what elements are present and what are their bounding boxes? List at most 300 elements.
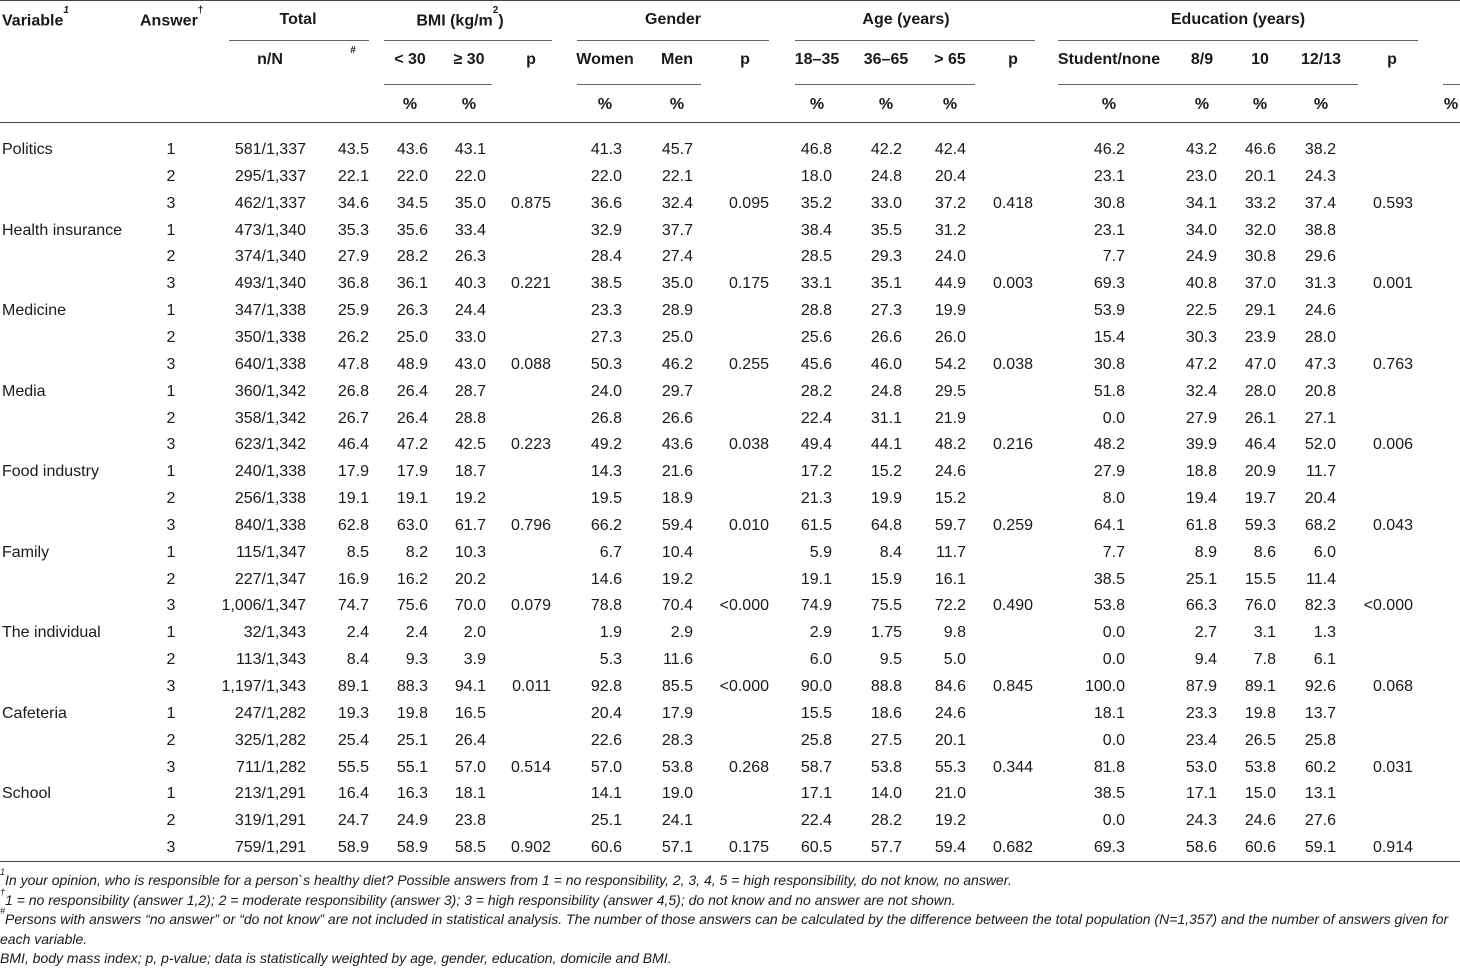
- cell-men: 24.1: [661, 812, 693, 830]
- cell-p-edu: 0.001: [1372, 275, 1413, 293]
- cell-age2: 53.8: [870, 758, 902, 776]
- cell-women: 22.6: [590, 731, 622, 749]
- cell-men: 59.4: [661, 516, 693, 534]
- cell-answer: 1: [166, 141, 176, 158]
- cell-answer: 2: [166, 409, 176, 427]
- cell-edu1: 53.9: [1093, 302, 1125, 320]
- cell-age2: 28.2: [870, 812, 902, 830]
- cell-women: 78.8: [590, 597, 622, 615]
- table-row: [0, 545, 1460, 572]
- cell-men: 27.4: [661, 248, 693, 266]
- cell-variable: Food industry: [2, 463, 99, 481]
- cell-p-bmi: 0.088: [510, 355, 551, 373]
- cell-edu1: 30.8: [1093, 194, 1125, 212]
- cell-age1: 33.1: [800, 275, 832, 293]
- cell-total: 62.8: [337, 516, 369, 534]
- cell-bmi-lt30: 48.9: [396, 355, 428, 373]
- cell-age3: 20.1: [934, 731, 966, 749]
- cell-bmi-ge30: 10.3: [454, 543, 486, 561]
- cell-age2: 31.1: [870, 409, 902, 427]
- cell-edu3: 47.0: [1244, 355, 1276, 373]
- cell-age2: 35.1: [870, 275, 902, 293]
- cell-women: 66.2: [590, 516, 622, 534]
- table-row: [0, 652, 1460, 679]
- subheader-p-bmi: p: [526, 51, 536, 68]
- subheader-men: Men: [661, 51, 693, 68]
- last-pct-rule: [1443, 84, 1460, 85]
- cell-bmi-ge30: 33.0: [454, 328, 486, 346]
- cell-bmi-ge30: 26.3: [454, 248, 486, 266]
- cell-age3: 15.2: [934, 490, 966, 508]
- cell-women: 26.8: [590, 409, 622, 427]
- cell-age1: 2.9: [809, 624, 832, 642]
- cell-age3: 24.6: [934, 704, 966, 722]
- cell-edu1: 53.8: [1093, 597, 1125, 615]
- cell-bmi-lt30: 47.2: [396, 436, 428, 454]
- cell-women: 32.9: [590, 221, 622, 239]
- cell-age3: 9.8: [943, 624, 966, 642]
- cell-edu3: 33.2: [1244, 194, 1276, 212]
- cell-edu4: 11.4: [1306, 570, 1336, 588]
- cell-edu4: 6.1: [1313, 651, 1336, 669]
- cell-age2: 46.0: [870, 355, 902, 373]
- cell-answer: 3: [166, 436, 176, 454]
- cell-bmi-ge30: 33.4: [454, 221, 486, 239]
- cell-men: 19.0: [661, 785, 693, 803]
- cell-age1: 38.4: [800, 221, 832, 239]
- cell-age2: 64.8: [870, 516, 902, 534]
- cell-age3: 19.2: [934, 812, 966, 830]
- cell-age3: 59.4: [934, 839, 966, 857]
- cell-bmi-ge30: 35.0: [454, 194, 486, 212]
- cell-edu2: 23.3: [1185, 704, 1217, 722]
- subheader-hash: #: [350, 45, 356, 56]
- cell-bmi-lt30: 2.4: [405, 624, 428, 642]
- cell-bmi-lt30: 58.9: [396, 839, 428, 857]
- cell-age2: 15.9: [870, 570, 902, 588]
- cell-edu2: 34.0: [1185, 221, 1217, 239]
- subheader-edu2: 8/9: [1190, 51, 1214, 68]
- cell-bmi-ge30: 61.7: [454, 516, 486, 534]
- cell-women: 28.4: [590, 248, 622, 266]
- cell-men: 18.9: [661, 490, 693, 508]
- table-row: [0, 249, 1460, 276]
- total-group-rule: [229, 40, 369, 41]
- cell-nN: 1,197/1,343: [221, 678, 306, 695]
- col-header-education: Education (years): [1170, 11, 1306, 28]
- cell-edu4: 47.3: [1304, 355, 1336, 373]
- cell-variable: School: [2, 785, 51, 803]
- header-rule: [0, 122, 1460, 123]
- cell-women: 14.1: [590, 785, 622, 803]
- cell-edu2: 9.4: [1194, 651, 1217, 669]
- cell-answer: 3: [166, 516, 176, 534]
- cell-answer: 1: [166, 463, 176, 481]
- cell-p-bmi: 0.875: [510, 194, 551, 212]
- cell-bmi-lt30: 8.2: [405, 543, 428, 561]
- cell-edu3: 20.9: [1244, 463, 1276, 481]
- cell-women: 5.3: [599, 651, 622, 669]
- cell-edu4: 68.2: [1304, 516, 1336, 534]
- cell-answer: 3: [166, 355, 176, 373]
- cell-edu3: 15.5: [1244, 570, 1276, 588]
- cell-p-age: 0.490: [992, 597, 1033, 615]
- cell-age2: 9.5: [879, 651, 902, 669]
- footnote-3: #Persons with answers “no answer” or “do not know” are not included in statistical analysis. The number of those answers can be calculated by the difference between the total population (N=1,357) and the number of answers given for each variable.: [0, 906, 1449, 947]
- cell-p-gender: 0.038: [728, 436, 769, 454]
- cell-edu1: 64.1: [1093, 516, 1125, 534]
- table-row: [0, 840, 1460, 867]
- cell-p-gender: 0.175: [728, 275, 769, 293]
- cell-women: 19.5: [590, 490, 622, 508]
- cell-bmi-ge30: 43.0: [454, 355, 486, 373]
- cell-p-edu: 0.593: [1372, 194, 1413, 212]
- cell-men: 53.8: [661, 758, 693, 776]
- cell-nN: 115/1,347: [236, 543, 306, 561]
- cell-edu4: 29.6: [1304, 248, 1336, 266]
- cell-age2: 35.5: [870, 221, 902, 239]
- table-row: [0, 786, 1460, 813]
- cell-women: 38.5: [590, 275, 622, 293]
- cell-answer: 2: [166, 731, 176, 749]
- cell-bmi-lt30: 16.3: [396, 785, 428, 803]
- table-row: [0, 760, 1460, 787]
- cell-edu2: 87.9: [1185, 678, 1217, 695]
- cell-age1: 58.7: [800, 758, 832, 776]
- cell-edu2: 22.5: [1185, 302, 1217, 320]
- subheader-edu3: 10: [1251, 51, 1269, 68]
- cell-nN: 350/1,338: [234, 328, 306, 346]
- pct-last: %: [1443, 96, 1459, 113]
- cell-total: 58.9: [337, 839, 369, 857]
- subheader-bmi-lt30: < 30: [394, 51, 426, 68]
- cell-age2: 1.75: [870, 624, 902, 642]
- cell-edu1: 46.2: [1093, 141, 1125, 158]
- cell-women: 57.0: [590, 758, 622, 776]
- cell-edu4: 82.3: [1304, 597, 1336, 615]
- cell-age3: 44.9: [934, 275, 966, 293]
- cell-answer: 1: [166, 302, 176, 320]
- cell-women: 92.8: [590, 678, 622, 695]
- cell-age3: 24.0: [934, 248, 966, 266]
- cell-edu2: 23.0: [1185, 167, 1217, 185]
- subheader-age1: 18–35: [794, 51, 840, 68]
- cell-bmi-lt30: 28.2: [396, 248, 428, 266]
- cell-age1: 21.3: [800, 490, 832, 508]
- col-header-variable: Variable$^1$: [2, 5, 69, 30]
- cell-age2: 24.8: [870, 167, 902, 185]
- cell-women: 25.1: [590, 812, 622, 830]
- cell-p-age: 0.259: [992, 516, 1033, 534]
- cell-bmi-ge30: 23.8: [454, 812, 486, 830]
- cell-total: 2.4: [346, 624, 369, 642]
- cell-age1: 60.5: [800, 839, 832, 857]
- cell-nN: 295/1,337: [234, 167, 306, 185]
- footnote-4: BMI, body mass index; p, p-value; data is statistically weighted by age, gender, education, domicile and BMI.: [0, 950, 672, 966]
- cell-nN: 360/1,342: [234, 382, 306, 400]
- subheader-edu1: Student/none: [1057, 51, 1161, 68]
- cell-age3: 21.0: [934, 785, 966, 803]
- cell-edu2: 43.2: [1185, 141, 1217, 158]
- cell-bmi-lt30: 55.1: [396, 758, 428, 776]
- cell-p-gender: 0.268: [728, 758, 769, 776]
- cell-women: 60.6: [590, 839, 622, 857]
- cell-bmi-lt30: 43.6: [396, 141, 428, 158]
- gender-group-rule: [577, 40, 769, 41]
- cell-edu3: 60.6: [1244, 839, 1276, 857]
- pct-edu4: %: [1313, 96, 1329, 113]
- cell-women: 22.0: [590, 167, 622, 185]
- cell-total: 89.1: [337, 678, 369, 695]
- cell-bmi-lt30: 88.3: [396, 678, 428, 695]
- cell-edu1: 30.8: [1093, 355, 1125, 373]
- cell-p-bmi: 0.011: [512, 678, 551, 695]
- cell-age1: 46.8: [800, 141, 832, 158]
- cell-women: 23.3: [590, 302, 622, 320]
- cell-women: 41.3: [590, 141, 622, 158]
- cell-age1: 17.1: [800, 785, 832, 803]
- cell-nN: 462/1,337: [234, 194, 306, 212]
- cell-bmi-ge30: 19.2: [454, 490, 486, 508]
- cell-edu1: 0.0: [1102, 651, 1125, 669]
- cell-nN: 840/1,338: [234, 516, 306, 534]
- cell-edu3: 19.7: [1244, 490, 1276, 508]
- cell-total: 35.3: [337, 221, 369, 239]
- cell-edu3: 29.1: [1244, 302, 1276, 320]
- cell-edu4: 24.6: [1304, 302, 1336, 320]
- footnotes: [0, 867, 1456, 969]
- cell-men: 32.4: [661, 194, 693, 212]
- subheader-age2: 36–65: [863, 51, 909, 68]
- cell-p-bmi: 0.902: [510, 839, 551, 857]
- cell-edu1: 100.0: [1084, 678, 1125, 695]
- cell-age3: 29.5: [934, 382, 966, 400]
- cell-nN: 227/1,347: [234, 570, 306, 588]
- cell-nN: 319/1,291: [234, 812, 306, 830]
- gender-pct-rule: [577, 84, 701, 85]
- cell-age3: 55.3: [934, 758, 966, 776]
- cell-edu3: 19.8: [1244, 704, 1276, 722]
- cell-answer: 2: [166, 651, 176, 669]
- cell-edu2: 19.4: [1185, 490, 1217, 508]
- cell-women: 27.3: [590, 328, 622, 346]
- cell-age3: 42.4: [934, 141, 966, 158]
- cell-answer: 1: [166, 785, 176, 803]
- cell-edu2: 24.9: [1185, 248, 1217, 266]
- cell-age1: 19.1: [800, 570, 832, 588]
- education-group-rule: [1058, 40, 1418, 41]
- cell-edu1: 7.7: [1102, 543, 1125, 561]
- cell-edu2: 17.1: [1185, 785, 1217, 803]
- cell-answer: 2: [166, 248, 176, 266]
- cell-nN: 213/1,291: [234, 785, 306, 803]
- table-row: [0, 813, 1460, 840]
- cell-bmi-lt30: 35.6: [396, 221, 428, 239]
- cell-bmi-lt30: 19.1: [396, 490, 428, 508]
- cell-p-gender: 0.255: [728, 355, 769, 373]
- cell-age1: 18.0: [800, 167, 832, 185]
- cell-p-bmi: 0.223: [510, 436, 551, 454]
- cell-men: 11.6: [663, 651, 693, 669]
- table-row: [0, 572, 1460, 599]
- cell-p-edu: 0.031: [1372, 758, 1413, 776]
- cell-bmi-lt30: 25.0: [396, 328, 428, 346]
- cell-edu1: 51.8: [1093, 382, 1125, 400]
- pct-edu2: %: [1194, 96, 1210, 113]
- cell-edu3: 7.8: [1253, 651, 1276, 669]
- cell-edu2: 27.9: [1185, 409, 1217, 427]
- cell-age1: 28.8: [800, 302, 832, 320]
- cell-men: 22.1: [661, 167, 693, 185]
- cell-edu2: 30.3: [1185, 328, 1217, 346]
- cell-p-age: 0.003: [992, 275, 1033, 293]
- cell-answer: 2: [166, 167, 176, 185]
- cell-bmi-lt30: 25.1: [396, 731, 428, 749]
- cell-edu1: 69.3: [1093, 275, 1125, 293]
- cell-age2: 24.8: [870, 382, 902, 400]
- cell-p-age: 0.344: [992, 758, 1033, 776]
- cell-age1: 90.0: [800, 678, 832, 695]
- cell-total: 36.8: [337, 275, 369, 293]
- cell-women: 24.0: [590, 382, 622, 400]
- cell-nN: 247/1,282: [234, 704, 306, 722]
- cell-total: 25.9: [337, 302, 369, 320]
- cell-answer: 1: [166, 704, 176, 722]
- cell-age3: 26.0: [934, 328, 966, 346]
- pct-bmi-ge30: %: [461, 96, 477, 113]
- subheader-bmi-ge30: ≥ 30: [453, 51, 485, 68]
- cell-edu4: 11.7: [1306, 463, 1336, 481]
- cell-p-bmi: 0.079: [510, 597, 551, 615]
- cell-bmi-ge30: 2.0: [463, 624, 486, 642]
- cell-edu4: 27.1: [1304, 409, 1336, 427]
- cell-variable: Health insurance: [2, 221, 123, 239]
- cell-p-gender: <0.000: [719, 678, 769, 695]
- cell-p-edu: 0.068: [1372, 678, 1413, 695]
- cell-total: 55.5: [337, 758, 369, 776]
- table-row: [0, 142, 1460, 169]
- cell-edu3: 26.1: [1244, 409, 1276, 427]
- cell-p-edu: 0.043: [1372, 516, 1413, 534]
- cell-answer: 3: [166, 597, 176, 615]
- cell-variable: Politics: [2, 141, 53, 158]
- cell-total: 17.9: [337, 463, 369, 481]
- table-row: [0, 518, 1460, 545]
- cell-bmi-lt30: 24.9: [396, 812, 428, 830]
- cell-bmi-lt30: 9.3: [405, 651, 428, 669]
- age-pct-rule: [795, 84, 975, 85]
- cell-bmi-ge30: 57.0: [454, 758, 486, 776]
- cell-edu4: 38.8: [1304, 221, 1336, 239]
- cell-edu4: 37.4: [1304, 194, 1336, 212]
- table-row: [0, 679, 1460, 706]
- cell-bmi-ge30: 43.1: [454, 141, 486, 158]
- cell-edu1: 0.0: [1102, 409, 1125, 427]
- table-row: [0, 706, 1460, 733]
- cell-edu4: 60.2: [1304, 758, 1336, 776]
- cell-men: 45.7: [661, 141, 693, 158]
- cell-edu2: 8.9: [1194, 543, 1217, 561]
- table-row: [0, 411, 1460, 438]
- cell-men: 28.9: [661, 302, 693, 320]
- cell-nN: 1,006/1,347: [221, 597, 306, 615]
- cell-edu3: 15.0: [1244, 785, 1276, 803]
- cell-women: 50.3: [590, 355, 622, 373]
- cell-edu3: 26.5: [1244, 731, 1276, 749]
- cell-edu3: 59.3: [1244, 516, 1276, 534]
- cell-age1: 35.2: [800, 194, 832, 212]
- cell-bmi-lt30: 17.9: [396, 463, 428, 481]
- pct-men: %: [669, 96, 685, 113]
- cell-men: 85.5: [661, 678, 693, 695]
- cell-p-gender: <0.000: [719, 597, 769, 615]
- cell-age3: 37.2: [934, 194, 966, 212]
- cell-edu1: 7.7: [1102, 248, 1125, 266]
- cell-total: 46.4: [337, 436, 369, 454]
- cell-age3: 48.2: [934, 436, 966, 454]
- cell-age2: 27.3: [870, 302, 902, 320]
- pct-age3: %: [942, 96, 958, 113]
- cell-bmi-ge30: 22.0: [454, 167, 486, 185]
- cell-age2: 88.8: [870, 678, 902, 695]
- cell-bmi-lt30: 36.1: [396, 275, 428, 293]
- cell-men: 46.2: [661, 355, 693, 373]
- cell-answer: 3: [166, 678, 176, 695]
- cell-total: 8.4: [346, 651, 369, 669]
- cell-nN: 113/1,343: [236, 651, 306, 669]
- col-header-total: Total: [279, 11, 317, 28]
- cell-age1: 22.4: [800, 812, 832, 830]
- cell-women: 49.2: [590, 436, 622, 454]
- cell-total: 22.1: [337, 167, 369, 185]
- cell-men: 43.6: [661, 436, 693, 454]
- cell-edu4: 25.8: [1304, 731, 1336, 749]
- cell-age1: 28.5: [800, 248, 832, 266]
- cell-edu4: 6.0: [1313, 543, 1336, 561]
- cell-edu1: 38.5: [1093, 785, 1125, 803]
- cell-edu4: 59.1: [1304, 839, 1336, 857]
- cell-total: 19.3: [337, 704, 369, 722]
- table-row: [0, 437, 1460, 464]
- cell-total: 8.5: [346, 543, 369, 561]
- cell-men: 17.9: [661, 704, 693, 722]
- cell-nN: 240/1,338: [234, 463, 306, 481]
- cell-answer: 2: [166, 490, 176, 508]
- cell-edu2: 23.4: [1185, 731, 1217, 749]
- cell-men: 29.7: [661, 382, 693, 400]
- cell-total: 16.4: [337, 785, 369, 803]
- cell-edu2: 61.8: [1185, 516, 1217, 534]
- cell-men: 70.4: [661, 597, 693, 615]
- cell-bmi-ge30: 42.5: [454, 436, 486, 454]
- cell-bmi-ge30: 18.7: [454, 463, 486, 481]
- cell-bmi-lt30: 75.6: [396, 597, 428, 615]
- table-row: [0, 598, 1460, 625]
- cell-men: 25.0: [661, 328, 693, 346]
- cell-age2: 42.2: [870, 141, 902, 158]
- cell-bmi-ge30: 18.1: [454, 785, 486, 803]
- cell-total: 74.7: [337, 597, 369, 615]
- cell-bmi-ge30: 70.0: [454, 597, 486, 615]
- cell-bmi-lt30: 19.8: [396, 704, 428, 722]
- table-row: [0, 169, 1460, 196]
- pct-bmi-lt30: %: [402, 96, 418, 113]
- cell-edu1: 69.3: [1093, 839, 1125, 857]
- table-row: [0, 303, 1460, 330]
- cell-total: 26.8: [337, 382, 369, 400]
- cell-bmi-lt30: 26.4: [396, 382, 428, 400]
- cell-answer: 3: [166, 758, 176, 776]
